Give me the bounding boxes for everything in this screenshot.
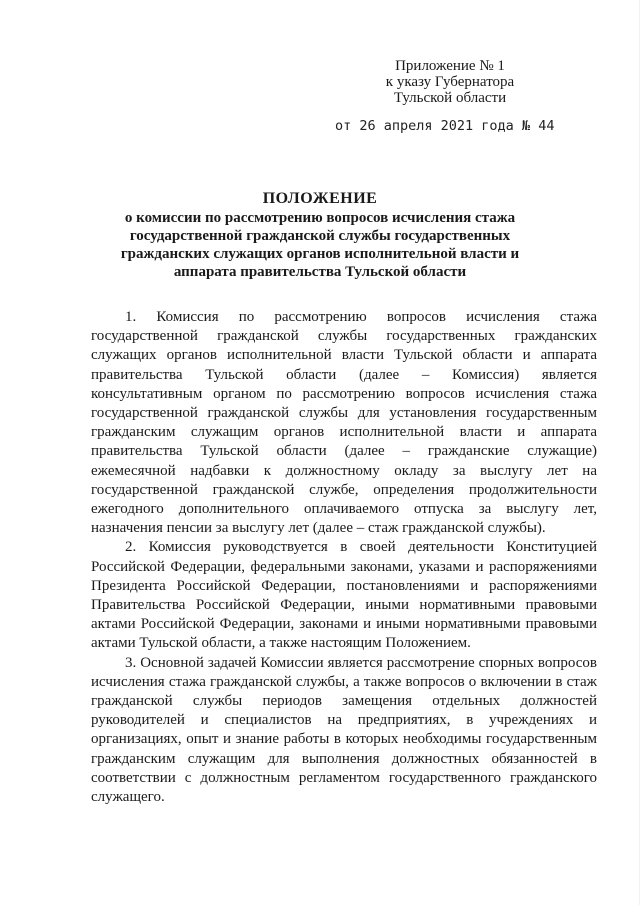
paragraph-3: 3. Основной задачей Комиссии является рассмотрение спорных вопросов исчисления стажа гражданской службы, а также вопросов о включении в стаж гражданской службы периодов замещения отдельных должностей руководителей и специалистов на предприятиях, в учреждениях и организациях, опыт и знание работы в которых необходимы государственным гражданским служащим для выполнения должностных обязанностей в соответствии с должностным регламентом государственного гражданского служащего. [91,654,597,806]
paragraph-1: 1. Комиссия по рассмотрению вопросов исчисления стажа государственной гражданской службы государственных гражданских служащих органов исполнительной власти Тульской области и аппарата правительства Тульской области (далее – Комиссия) является консультативным органом по рассмотрению вопросов исчисления стажа государственной гражданской службы для установления государственным гражданским служащим органов исполнительной власти и аппарата правительства Тульской области (далее – гражданские служащие) ежемесячной надбавки к должностному окладу за выслугу лет на государственной гражданской службе, определения продолжительности ежегодного дополнительного оплачиваемого отпуска за выслугу лет, назначения пенсии за выслугу лет (далее – стаж гражданской службы). [91,309,597,537]
document-body [91,308,597,807]
paragraph-2: 2. Комиссия руководствуется в своей деятельности Конституцией Российской Федерации, федеральными законами, указами и распоряжениями Президента Российской Федерации, постановлениями и распоряжениями Правительства Российской Федерации, иными нормативными правовыми актами Российской Федерации, законами и иными нормативными правовыми актами Тульской области, а также настоящим Положением. [91,539,597,652]
document-title-block [90,190,550,281]
document-title: ПОЛОЖЕНИЕ [262,190,378,207]
appendix-line-1: Приложение № 1 [395,58,505,74]
decree-date: от 26 апреля 2021 года № 44 [335,118,555,134]
document-subtitle: о комиссии по рассмотрению вопросов исчисления стажа государственной гражданской службы государственных гражданских служащих органов исполнительной власти и аппарата правительства Тульской области [120,210,520,280]
appendix-header [360,58,540,106]
appendix-line-3: Тульской области [393,90,507,106]
appendix-line-2: к указу Губернатора [385,74,515,90]
